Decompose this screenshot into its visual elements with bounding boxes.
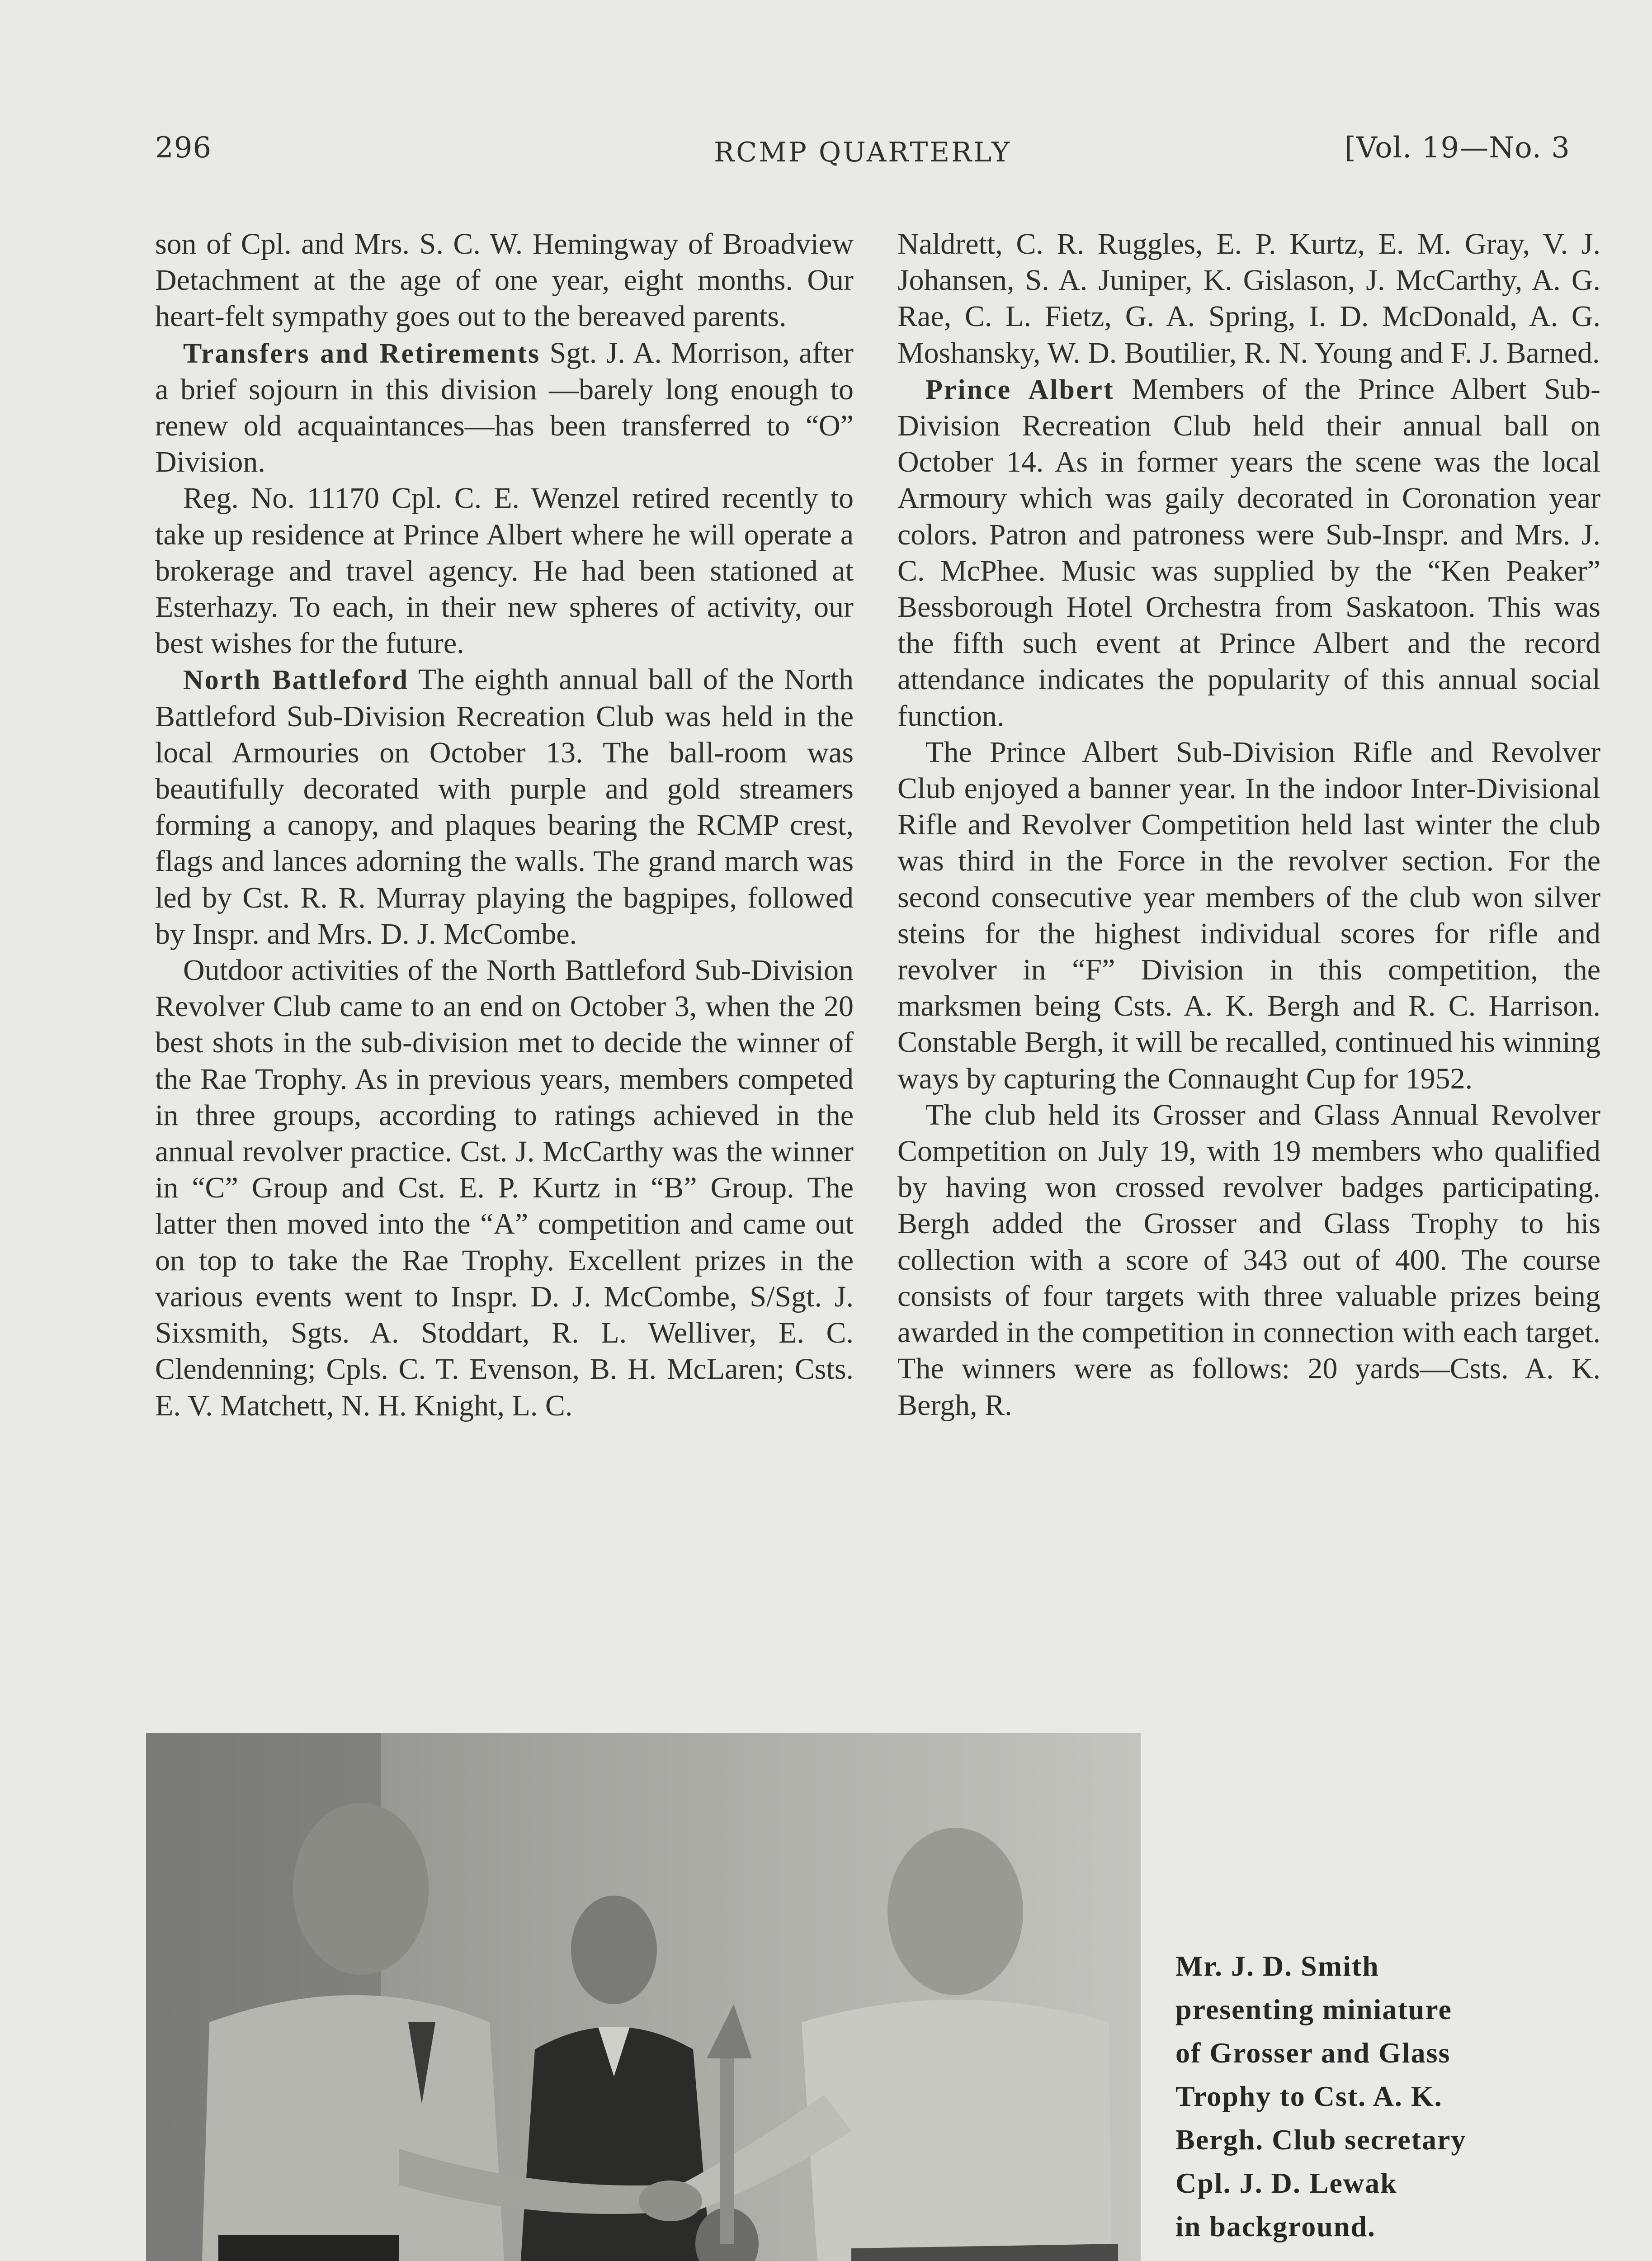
caption-line: presenting miniature [1175, 1993, 1452, 2025]
caption-line: of Grosser and Glass [1175, 2037, 1451, 2069]
section-lead: Prince Albert [925, 374, 1114, 405]
section-lead: North Battleford [183, 665, 409, 696]
paragraph: The Prince Albert Sub-Division Rifle and Revolver Club enjoyed a banner year. In the indoor Inter-Divisional Rifle and Revolver Competition held last winter the club was third in the Force in the revolver section. For the second consecutive year members of the club won silver steins for the highest individual scores for rifle and revolver in “F” Division in this competition, the marksmen being Csts. A. K. Bergh and R. C. Harrison. Constable Bergh, it will be recalled, continued his winning ways by capturing the Connaught Cup for 1952. [897, 735, 1600, 1095]
photo-illustration [146, 1733, 1141, 2261]
trophy-presentation-photo [146, 1733, 1141, 2261]
caption-line: Mr. J. D. Smith [1175, 1950, 1379, 1982]
paragraph: Outdoor activities of the North Battleford Sub-Division Revolver Club came to an end on October 3, when the 20 best shots in the sub-division met to decide the winner of the Rae Trophy. As in previous years, members competed in three groups, according to ratings achieved in the annual revolver practice. Cst. J. McCarthy was the winner in “C” Group and Cst. E. P. Kurtz in “B” Group. The latter then moved into the “A” competition and came out on top to take the Rae Trophy. Excellent prizes in the various events went to Inspr. D. J. McCombe, S/Sgt. J. Sixsmith, Sgts. A. Stoddart, R. L. Welliver, E. C. Clendenning; Cpls. C. T. Evenson, B. H. McLaren; Csts. E. V. Matchett, N. H. Knight, L. C. [155, 954, 854, 1422]
paragraph: The club held its Grosser and Glass Annual Revolver Competition on July 19, with 19 members who qualified by having won crossed revolver badges participating. Bergh added the Grosser and Glass Trophy to his collection with a score of 343 out of 400. The course consists of four targets with three valuable prizes being awarded in the competition in connection with each target. The winners were as follows: 20 yards—Csts. A. K. Bergh, R. [897, 1098, 1600, 1422]
running-header [155, 131, 1570, 176]
volume-issue: [Vol. 19—No. 3 [1344, 131, 1570, 165]
paragraph: son of Cpl. and Mrs. S. C. W. Hemingway of Broadview Detachment at the age of one year, eight months. Our heart-felt sympathy goes out to the bereaved parents. [155, 227, 854, 333]
paragraph: Naldrett, C. R. Ruggles, E. P. Kurtz, E. M. Gray, V. J. Johansen, S. A. Juniper, K. Gislason, J. McCarthy, A. G. Rae, C. L. Fietz, G. A. Spring, I. D. McDonald, A. G. Moshansky, W. D. Boutilier, R. N. Young and F. J. Barned. [897, 227, 1600, 369]
paragraph: Transfers and Retirements Sgt. J. A. Morrison, after a brief sojourn in this division —barely long enough to renew old acquaintances—has been transferred to “O” Division. [155, 336, 854, 479]
paragraph: Reg. No. 11170 Cpl. C. E. Wenzel retired recently to take up residence at Prince Albert where he will operate a brokerage and travel agency. He had been stationed at Esterhazy. To each, in their new spheres of activity, our best wishes for the future. [155, 482, 854, 660]
right-column [897, 226, 1600, 1424]
paragraph: North Battleford The eighth annual ball of the North Battleford Sub-Division Recreation Club was held in the local Armouries on October 13. The ball-room was beautifully decorated with purple and gold streamers forming a canopy, and plaques bearing the RCMP crest, flags and lances adorning the walls. The grand march was led by Cst. R. R. Murray playing the bagpipes, followed by Inspr. and Mrs. D. J. McCombe. [155, 663, 854, 951]
photo-caption [1175, 1944, 1551, 2248]
caption-line: Trophy to Cst. A. K. [1175, 2080, 1443, 2112]
caption-line: Bergh. Club secretary [1175, 2124, 1467, 2156]
left-column [155, 226, 854, 1424]
section-lead: Transfers and Retirements [183, 338, 541, 369]
caption-line: in background. [1175, 2210, 1376, 2242]
caption-line: Cpl. J. D. Lewak [1175, 2167, 1397, 2199]
publication-title: RCMP QUARTERLY [714, 137, 1011, 168]
paragraph: Prince Albert Members of the Prince Albert Sub-Division Recreation Club held their annual ball on October 14. As in former years the scene was the local Armoury which was gaily decorated in Coronation year colors. Patron and patroness were Sub-Inspr. and Mrs. J. C. McPhee. Music was supplied by the “Ken Peaker” Bessborough Hotel Orchestra from Saskatoon. This was the fifth such event at Prince Albert and the record attendance indicates the popularity of this annual social function. [897, 372, 1600, 733]
page-number: 296 [155, 131, 212, 165]
